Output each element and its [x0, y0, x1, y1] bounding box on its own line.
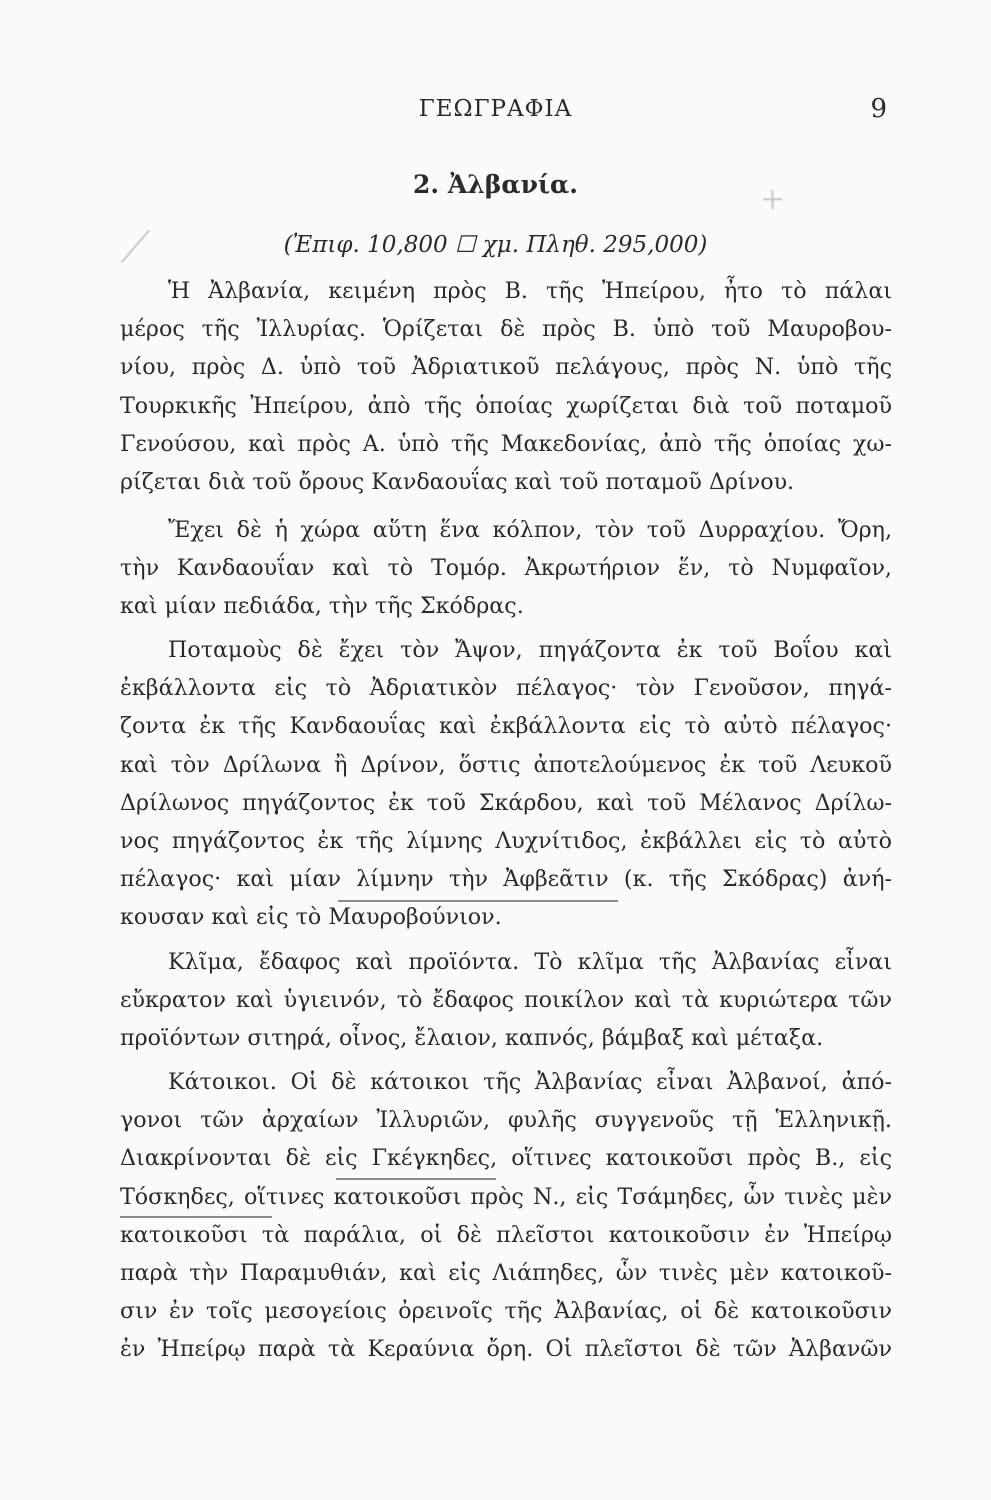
pencil-underline: [338, 900, 618, 902]
text-line: καὶ τὸν Δρίλωνα ἢ Δρίνον, ὅστις ἀποτελούμενος ἐκ τοῦ Λευκοῦ: [120, 751, 892, 778]
pencil-scribble-mark: ⟋: [120, 222, 151, 273]
text-line: Ποταμοὺς δὲ ἔχει τὸν Ἄψον, πηγάζοντα ἐκ τοῦ Βοΐου καὶ: [168, 637, 892, 663]
text-line: Γενούσου, καὶ πρὸς Α. ὑπὸ τῆς Μακεδονίας, ἀπὸ τῆς ὁποίας χω-: [120, 430, 892, 457]
text-line: ἐν Ἠπείρῳ παρὰ τὰ Κεραύνια ὄρη. Οἱ πλεῖστοι δὲ τῶν Ἀλβανῶν: [120, 1336, 892, 1363]
text-line: κουσαν καὶ εἰς τὸ Μαυροβούνιον.: [120, 904, 502, 931]
paragraph-rivers: [120, 631, 892, 937]
text-line: σιν ἐν τοῖς μεσογείοις ὀρεινοῖς τῆς Ἀλβανίας, οἱ δὲ κατοικοῦσιν: [120, 1298, 892, 1325]
paragraph-borders: [120, 272, 892, 501]
text-line: Τουρκικῆς Ἠπείρου, ἀπὸ τῆς ὁποίας χωρίζεται διὰ τοῦ ποταμοῦ: [120, 392, 892, 419]
text-line: εὔκρατον καὶ ὑγιεινόν, τὸ ἔδαφος ποικίλον καὶ τὰ κυριώτερα τῶν: [120, 987, 892, 1014]
text-line: Κάτοικοι. Οἱ δὲ κάτοικοι τῆς Ἀλβανίας εἶναι Ἀλβανοί, ἀπό-: [168, 1069, 892, 1095]
text-line: Ἡ Ἀλβανία, κειμένη πρὸς Β. τῆς Ἠπείρου, ἦτο τὸ πάλαι: [168, 278, 892, 304]
running-head: [0, 92, 991, 132]
text-line: μέρος τῆς Ἰλλυρίας. Ὁρίζεται δὲ πρὸς Β. ὑπὸ τοῦ Μαυροβου-: [120, 316, 892, 343]
pencil-underline: [120, 1216, 272, 1218]
text-line: Κλῖμα, ἔδαφος καὶ προϊόντα. Τὸ κλῖμα τῆς Ἀλβανίας εἶναι: [168, 949, 892, 975]
paragraph-climate: [120, 943, 892, 1058]
running-title: ΓΕΩΓΡΑΦΙΑ: [418, 96, 573, 122]
text-line: πέλαγος· καὶ μίαν λίμνην τὴν Ἀφβεᾶτιν (κ. τῆς Σκόδρας) ἀνή-: [120, 866, 892, 893]
text-line: Ἔχει δὲ ἡ χώρα αὕτη ἕνα κόλπον, τὸν τοῦ Δυρραχίου. Ὄρη,: [168, 517, 892, 543]
pencil-cross-mark: +: [760, 182, 786, 217]
text-line: παρὰ τὴν Παραμυθιάν, καὶ εἰς Λιάπηδες, ὧν τινὲς μὲν κατοικοῦ-: [120, 1259, 892, 1286]
text-line: ρίζεται διὰ τοῦ ὄρους Κανδαουΐας καὶ τοῦ ποταμοῦ Δρίνου.: [120, 468, 795, 495]
paragraph-features: [120, 511, 892, 626]
text-line: ἐκβάλλοντα εἰς τὸ Ἀδριατικὸν πέλαγος· τὸν Γενοῦσον, πηγά-: [120, 675, 892, 702]
area-population-stats: (Ἐπιφ. 10,800 ☐ χμ. Πληθ. 295,000): [283, 232, 708, 258]
text-line: Διακρίνονται δὲ εἰς Γκέγκηδες, οἵτινες κατοικοῦσι πρὸς Β., εἰς: [120, 1145, 892, 1172]
text-line: νίου, πρὸς Δ. ὑπὸ τοῦ Ἀδριατικοῦ πελάγους, πρὸς Ν. ὑπὸ τῆς: [120, 354, 892, 381]
text-line: προϊόντων σιτηρά, οἶνος, ἔλαιον, καπνός, βάμβαξ καὶ μέταξα.: [120, 1025, 824, 1052]
page-number: 9: [870, 94, 887, 124]
pencil-underline: [336, 1178, 496, 1180]
text-line: κατοικοῦσι τὰ παράλια, οἱ δὲ πλεῖστοι κατοικοῦσιν ἐν Ἠπείρῳ: [120, 1221, 892, 1248]
text-line: γονοι τῶν ἀρχαίων Ἰλλυριῶν, φυλῆς συγγενοῦς τῇ Ἑλληνικῇ.: [120, 1107, 892, 1134]
text-line: Τόσκηδες, οἵτινες κατοικοῦσι πρὸς Ν., εἰς Τσάμηδες, ὧν τινὲς μὲν: [120, 1183, 892, 1210]
section-heading: 2. Ἀλβανία.: [413, 170, 578, 199]
text-line: Δρίλωνος πηγάζοντος ἐκ τοῦ Σκάρδου, καὶ τοῦ Μέλανος Δρίλω-: [120, 789, 892, 816]
text-line: νος πηγάζοντος ἐκ τῆς λίμνης Λυχνίτιδος, ἐκβάλλει εἰς τὸ αὐτὸ: [120, 827, 892, 854]
text-line: καὶ μίαν πεδιάδα, τὴν τῆς Σκόδρας.: [120, 593, 524, 620]
text-line: ζοντα ἐκ τῆς Κανδαουΐας καὶ ἐκβάλλοντα εἰς τὸ αὐτὸ πέλαγος·: [120, 713, 892, 740]
text-line: τὴν Κανδαουΐαν καὶ τὸ Τομόρ. Ἀκρωτήριον ἕν, τὸ Νυμφαῖον,: [120, 555, 892, 582]
